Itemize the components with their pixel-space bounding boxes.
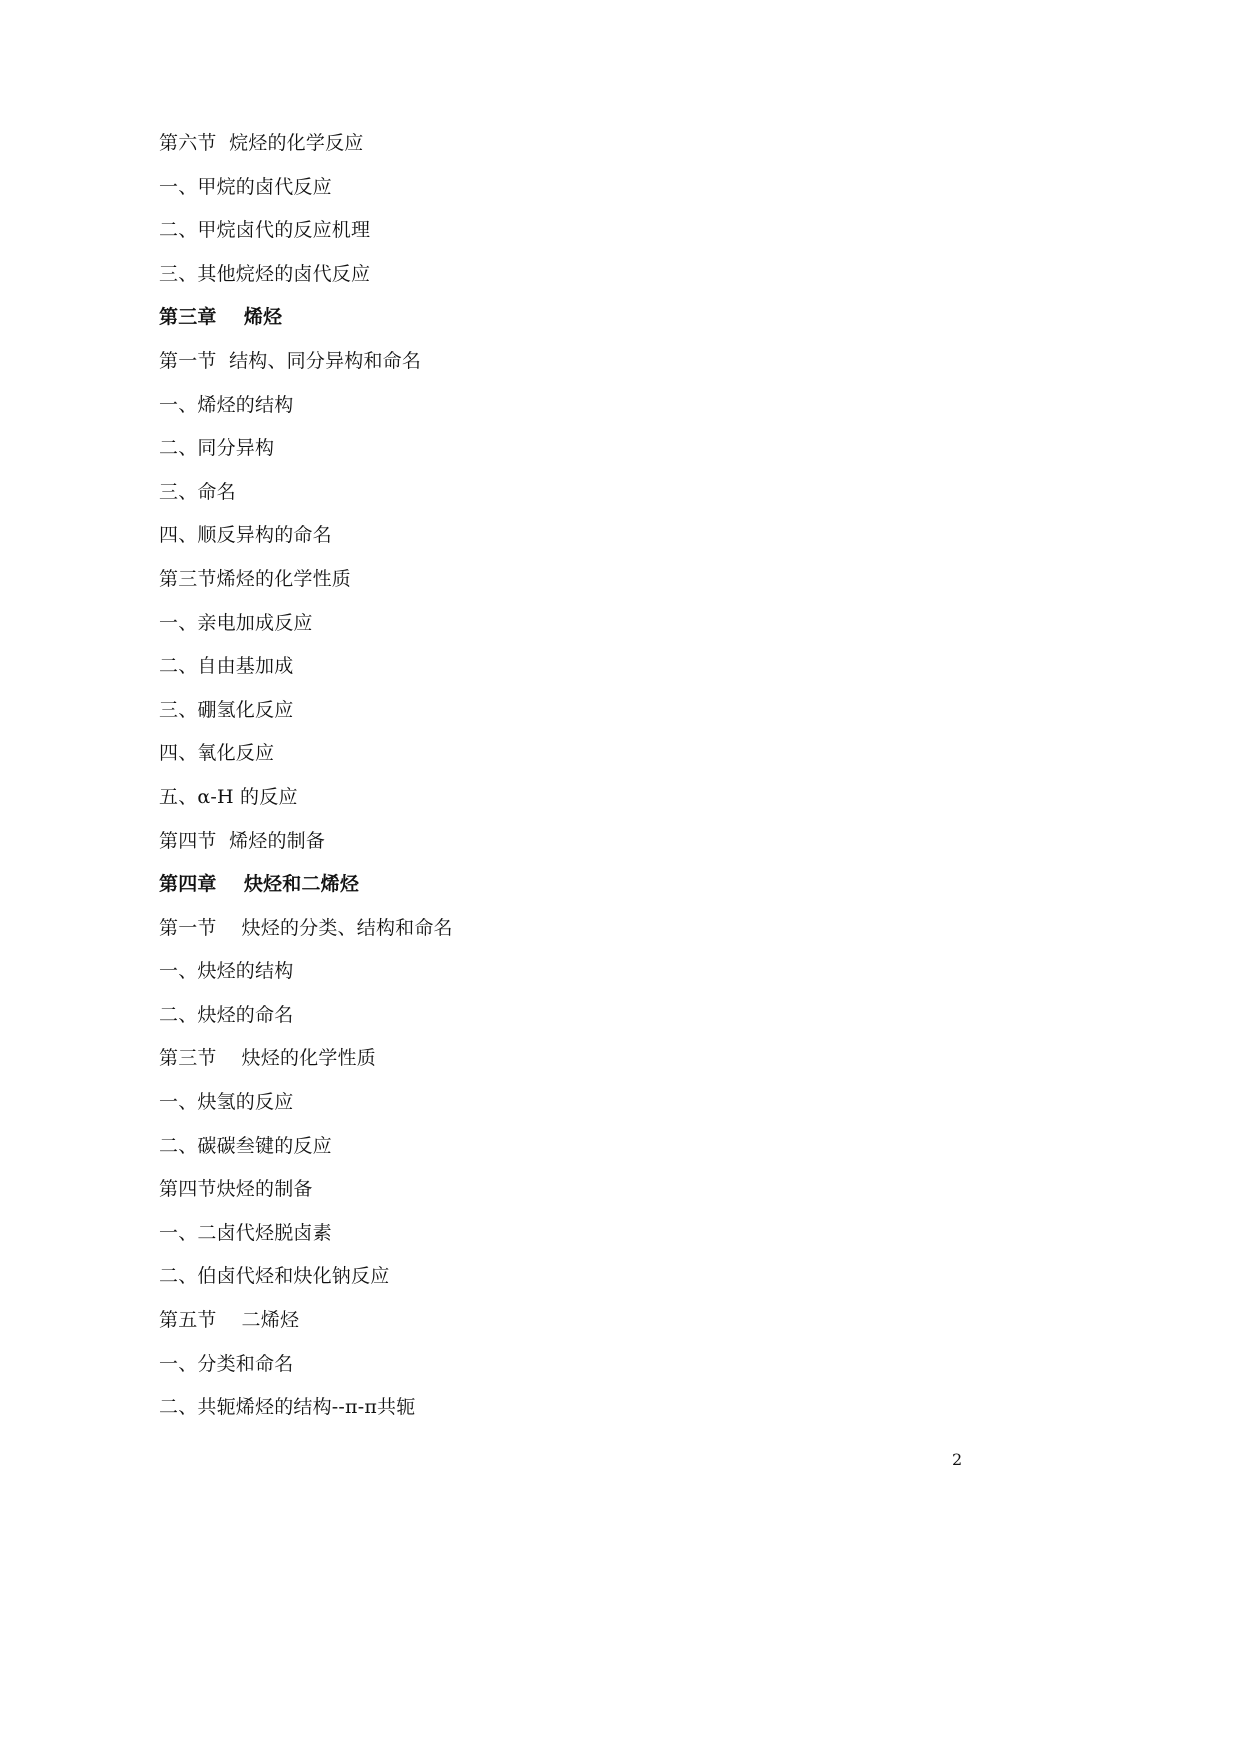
toc-item: 四、顺反异构的命名 xyxy=(159,524,332,547)
toc-item: 一、分类和命名 xyxy=(159,1352,294,1375)
toc-section: 第五节 二烯烃 xyxy=(159,1309,300,1332)
toc-section: 第四节 烯烃的制备 xyxy=(159,829,326,852)
toc-item: 三、其他烷烃的卤代反应 xyxy=(159,262,371,285)
toc-item: 二、碳碳叁键的反应 xyxy=(159,1134,332,1157)
toc-item: 三、命名 xyxy=(159,480,236,503)
toc-section: 第一节 结构、同分异构和命名 xyxy=(159,349,422,372)
toc-section: 第三节 炔烃的化学性质 xyxy=(159,1047,376,1070)
toc-item: 二、炔烃的命名 xyxy=(159,1003,294,1026)
toc-item: 一、烯烃的结构 xyxy=(159,393,294,416)
page-number: 2 xyxy=(952,1450,963,1469)
toc-item: 一、二卤代烃脱卤素 xyxy=(159,1221,332,1244)
toc-item: 一、甲烷的卤代反应 xyxy=(159,175,332,198)
toc-section: 第四节炔烃的制备 xyxy=(159,1178,313,1201)
toc-item: 二、同分异构 xyxy=(159,437,275,460)
toc-item: 二、共轭烯烃的结构--π-π共轭 xyxy=(159,1396,416,1419)
toc-section: 第三节烯烃的化学性质 xyxy=(159,567,352,590)
toc-item: 一、炔氢的反应 xyxy=(159,1091,294,1114)
toc-item: 三、硼氢化反应 xyxy=(159,698,294,721)
table-of-contents xyxy=(159,128,453,1436)
toc-item: 一、炔烃的结构 xyxy=(159,960,294,983)
toc-section: 第一节 炔烃的分类、结构和命名 xyxy=(159,916,453,939)
toc-section: 第六节 烷烃的化学反应 xyxy=(159,132,364,154)
toc-item: 二、伯卤代烃和炔化钠反应 xyxy=(159,1265,390,1288)
toc-chapter-heading: 第四章 炔烃和二烯烃 xyxy=(159,873,360,896)
toc-item: 二、甲烷卤代的反应机理 xyxy=(159,219,371,242)
toc-item: 二、自由基加成 xyxy=(159,655,294,678)
toc-item: 四、氧化反应 xyxy=(159,742,275,765)
toc-item: 五、α-H 的反应 xyxy=(159,785,298,808)
toc-item: 一、亲电加成反应 xyxy=(159,611,313,634)
toc-chapter-heading: 第三章 烯烃 xyxy=(159,306,283,329)
